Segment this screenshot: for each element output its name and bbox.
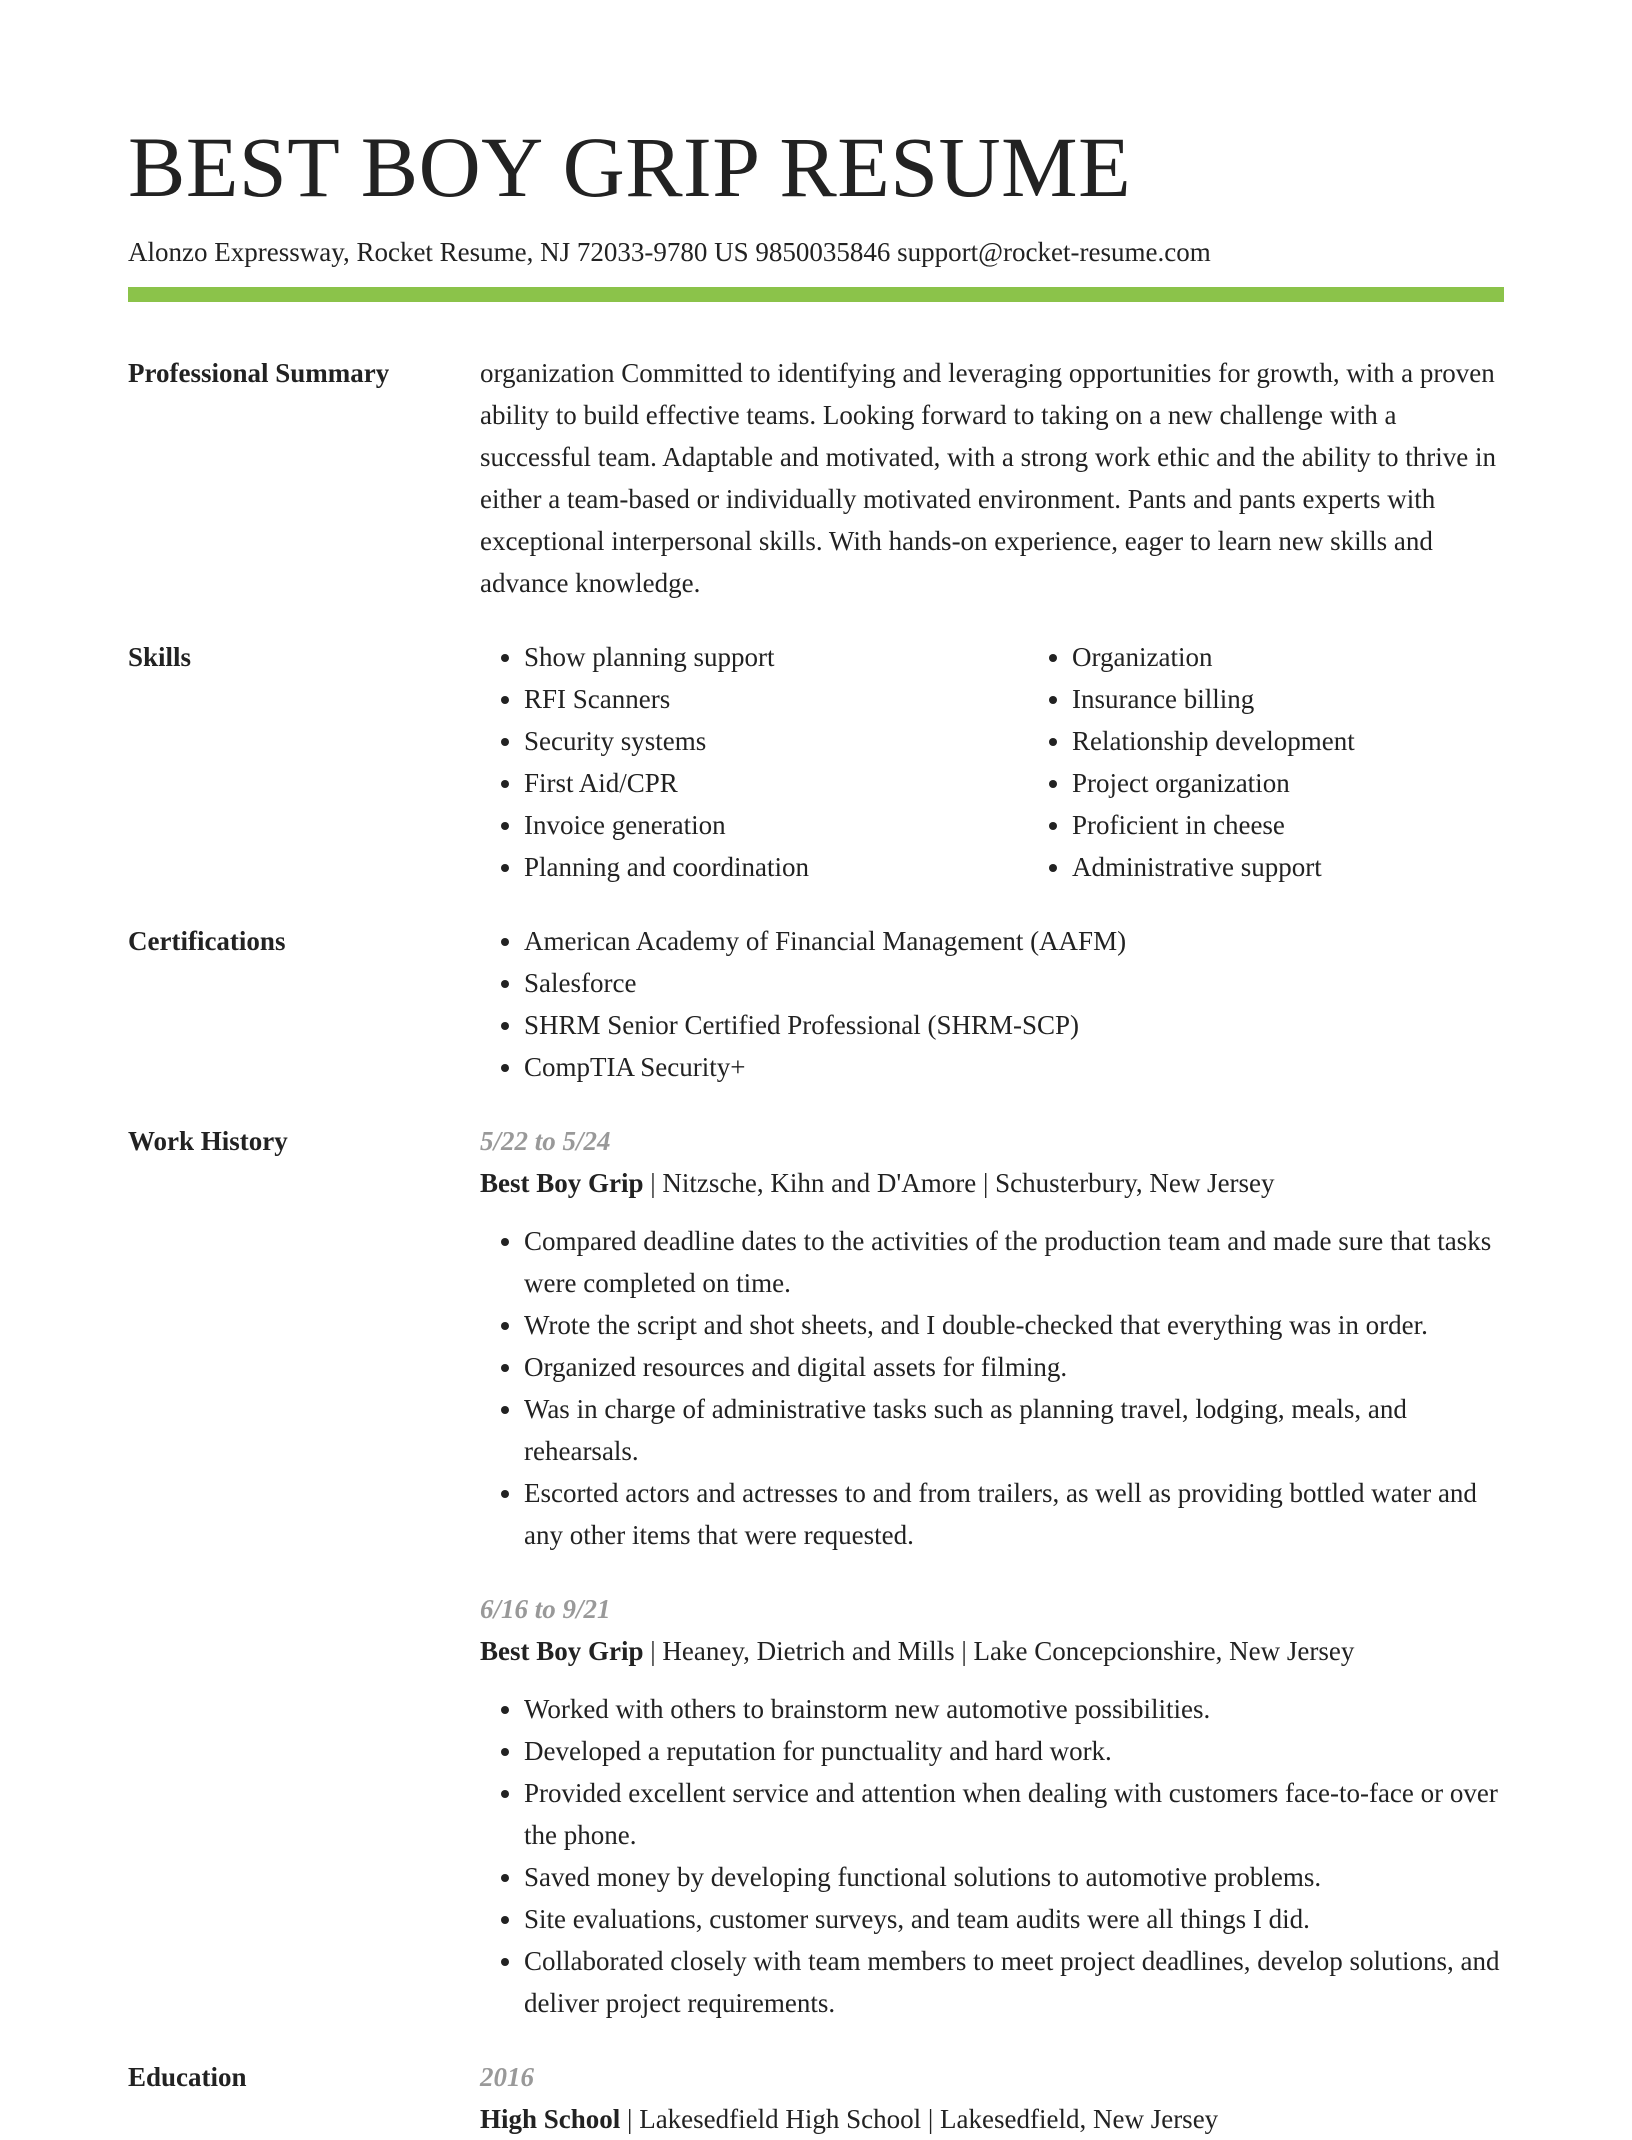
skill-item: • Invoice generation xyxy=(524,804,1028,846)
contact-line: Alonzo Expressway, Rocket Resume, NJ 72033-9780 US 9850035846 support@rocket-resume.com xyxy=(128,236,1211,267)
job-bullet: • Organized resources and digital assets for filming. xyxy=(524,1346,1504,1388)
skill-item: • Organization xyxy=(1072,636,1576,678)
education-year: 2016 xyxy=(480,2061,534,2092)
skills-list-right xyxy=(1028,636,1576,888)
job-bullet: • Site evaluations, customer surveys, and team audits were all things I did. xyxy=(524,1898,1504,1940)
job-bullet: • Collaborated closely with team members to meet project deadlines, develop solutions, and deliver project requirements. xyxy=(524,1940,1504,2024)
certifications-body xyxy=(480,920,1504,1088)
section-label-summary: Professional Summary xyxy=(128,357,390,388)
summary-text: organization Committed to identifying and leveraging opportunities for growth, with a proven ability to build effective teams. Looking forward to taking on a new challenge with a successful team. Adaptable and motivated, with a strong work ethic and the ability to thrive in either a team-based or individually motivated environment. Pants and pants experts with exceptional interpersonal skills. With hands-on experience, eager to learn new skills and advance knowledge. xyxy=(480,357,1496,598)
work-history-section xyxy=(128,1120,1504,2024)
resume-page xyxy=(128,120,1504,2140)
job-bullet: • Provided excellent service and attention when dealing with customers face-to-face or over the phone. xyxy=(524,1772,1504,1856)
job-employer-location: | Heaney, Dietrich and Mills | Lake Concepcionshire, New Jersey xyxy=(643,1635,1355,1666)
certifications-section xyxy=(128,920,1504,1088)
skills-section xyxy=(128,636,1504,888)
job-bullets xyxy=(480,1220,1504,1556)
education-heading xyxy=(480,2098,1504,2140)
job-dates: 6/16 to 9/21 xyxy=(480,1593,611,1624)
job-bullet: • Saved money by developing functional solutions to automotive problems. xyxy=(524,1856,1504,1898)
summary-section xyxy=(128,352,1504,604)
section-label-skills: Skills xyxy=(128,641,192,672)
job-bullets xyxy=(480,1688,1504,2024)
job-bullet: • Worked with others to brainstorm new automotive possibilities. xyxy=(524,1688,1504,1730)
skill-item: • Proficient in cheese xyxy=(1072,804,1576,846)
skills-list-left xyxy=(480,636,1028,888)
section-label-education: Education xyxy=(128,2061,247,2092)
section-label-certifications: Certifications xyxy=(128,925,286,956)
job-bullet: • Was in charge of administrative tasks such as planning travel, lodging, meals, and rehearsals. xyxy=(524,1388,1504,1472)
job-bullet: • Wrote the script and shot sheets, and I double-checked that everything was in order. xyxy=(524,1304,1504,1346)
skill-item: • RFI Scanners xyxy=(524,678,1028,720)
job-title: Best Boy Grip xyxy=(480,1167,644,1198)
certification-item: • CompTIA Security+ xyxy=(524,1046,1504,1088)
education-school-location: | Lakesedfield High School | Lakesedfield, New Jersey xyxy=(620,2103,1219,2134)
education-body xyxy=(480,2056,1504,2140)
skill-item: • First Aid/CPR xyxy=(524,762,1028,804)
job-bullet: • Developed a reputation for punctuality and hard work. xyxy=(524,1730,1504,1772)
job-heading xyxy=(480,1162,1504,1204)
certification-item: • Salesforce xyxy=(524,962,1504,1004)
certification-item: • American Academy of Financial Management (AAFM) xyxy=(524,920,1504,962)
job-dates: 5/22 to 5/24 xyxy=(480,1125,611,1156)
certification-item: • SHRM Senior Certified Professional (SHRM-SCP) xyxy=(524,1004,1504,1046)
job-bullet: • Escorted actors and actresses to and from trailers, as well as providing bottled water and any other items that were requested. xyxy=(524,1472,1504,1556)
skill-item: • Planning and coordination xyxy=(524,846,1028,888)
skill-item: • Show planning support xyxy=(524,636,1028,678)
education-degree: High School xyxy=(480,2103,621,2134)
work-history-body xyxy=(480,1120,1504,2024)
job-entry xyxy=(480,1588,1504,2024)
education-section xyxy=(128,2056,1504,2140)
skill-item: • Project organization xyxy=(1072,762,1576,804)
accent-divider xyxy=(128,287,1504,302)
skill-item: • Relationship development xyxy=(1072,720,1576,762)
certifications-list xyxy=(480,920,1504,1088)
skills-grid xyxy=(480,636,1576,888)
skill-item: • Administrative support xyxy=(1072,846,1576,888)
section-label-work-history: Work History xyxy=(128,1125,288,1156)
skill-item: • Insurance billing xyxy=(1072,678,1576,720)
job-entry xyxy=(480,1120,1504,1556)
resume-title: BEST BOY GRIP RESUME xyxy=(128,119,1132,215)
job-bullet: • Compared deadline dates to the activities of the production team and made sure that tasks were completed on time. xyxy=(524,1220,1504,1304)
job-title: Best Boy Grip xyxy=(480,1635,644,1666)
skill-item: • Security systems xyxy=(524,720,1028,762)
job-heading xyxy=(480,1630,1504,1672)
job-employer-location: | Nitzsche, Kihn and D'Amore | Schusterbury, New Jersey xyxy=(643,1167,1275,1198)
